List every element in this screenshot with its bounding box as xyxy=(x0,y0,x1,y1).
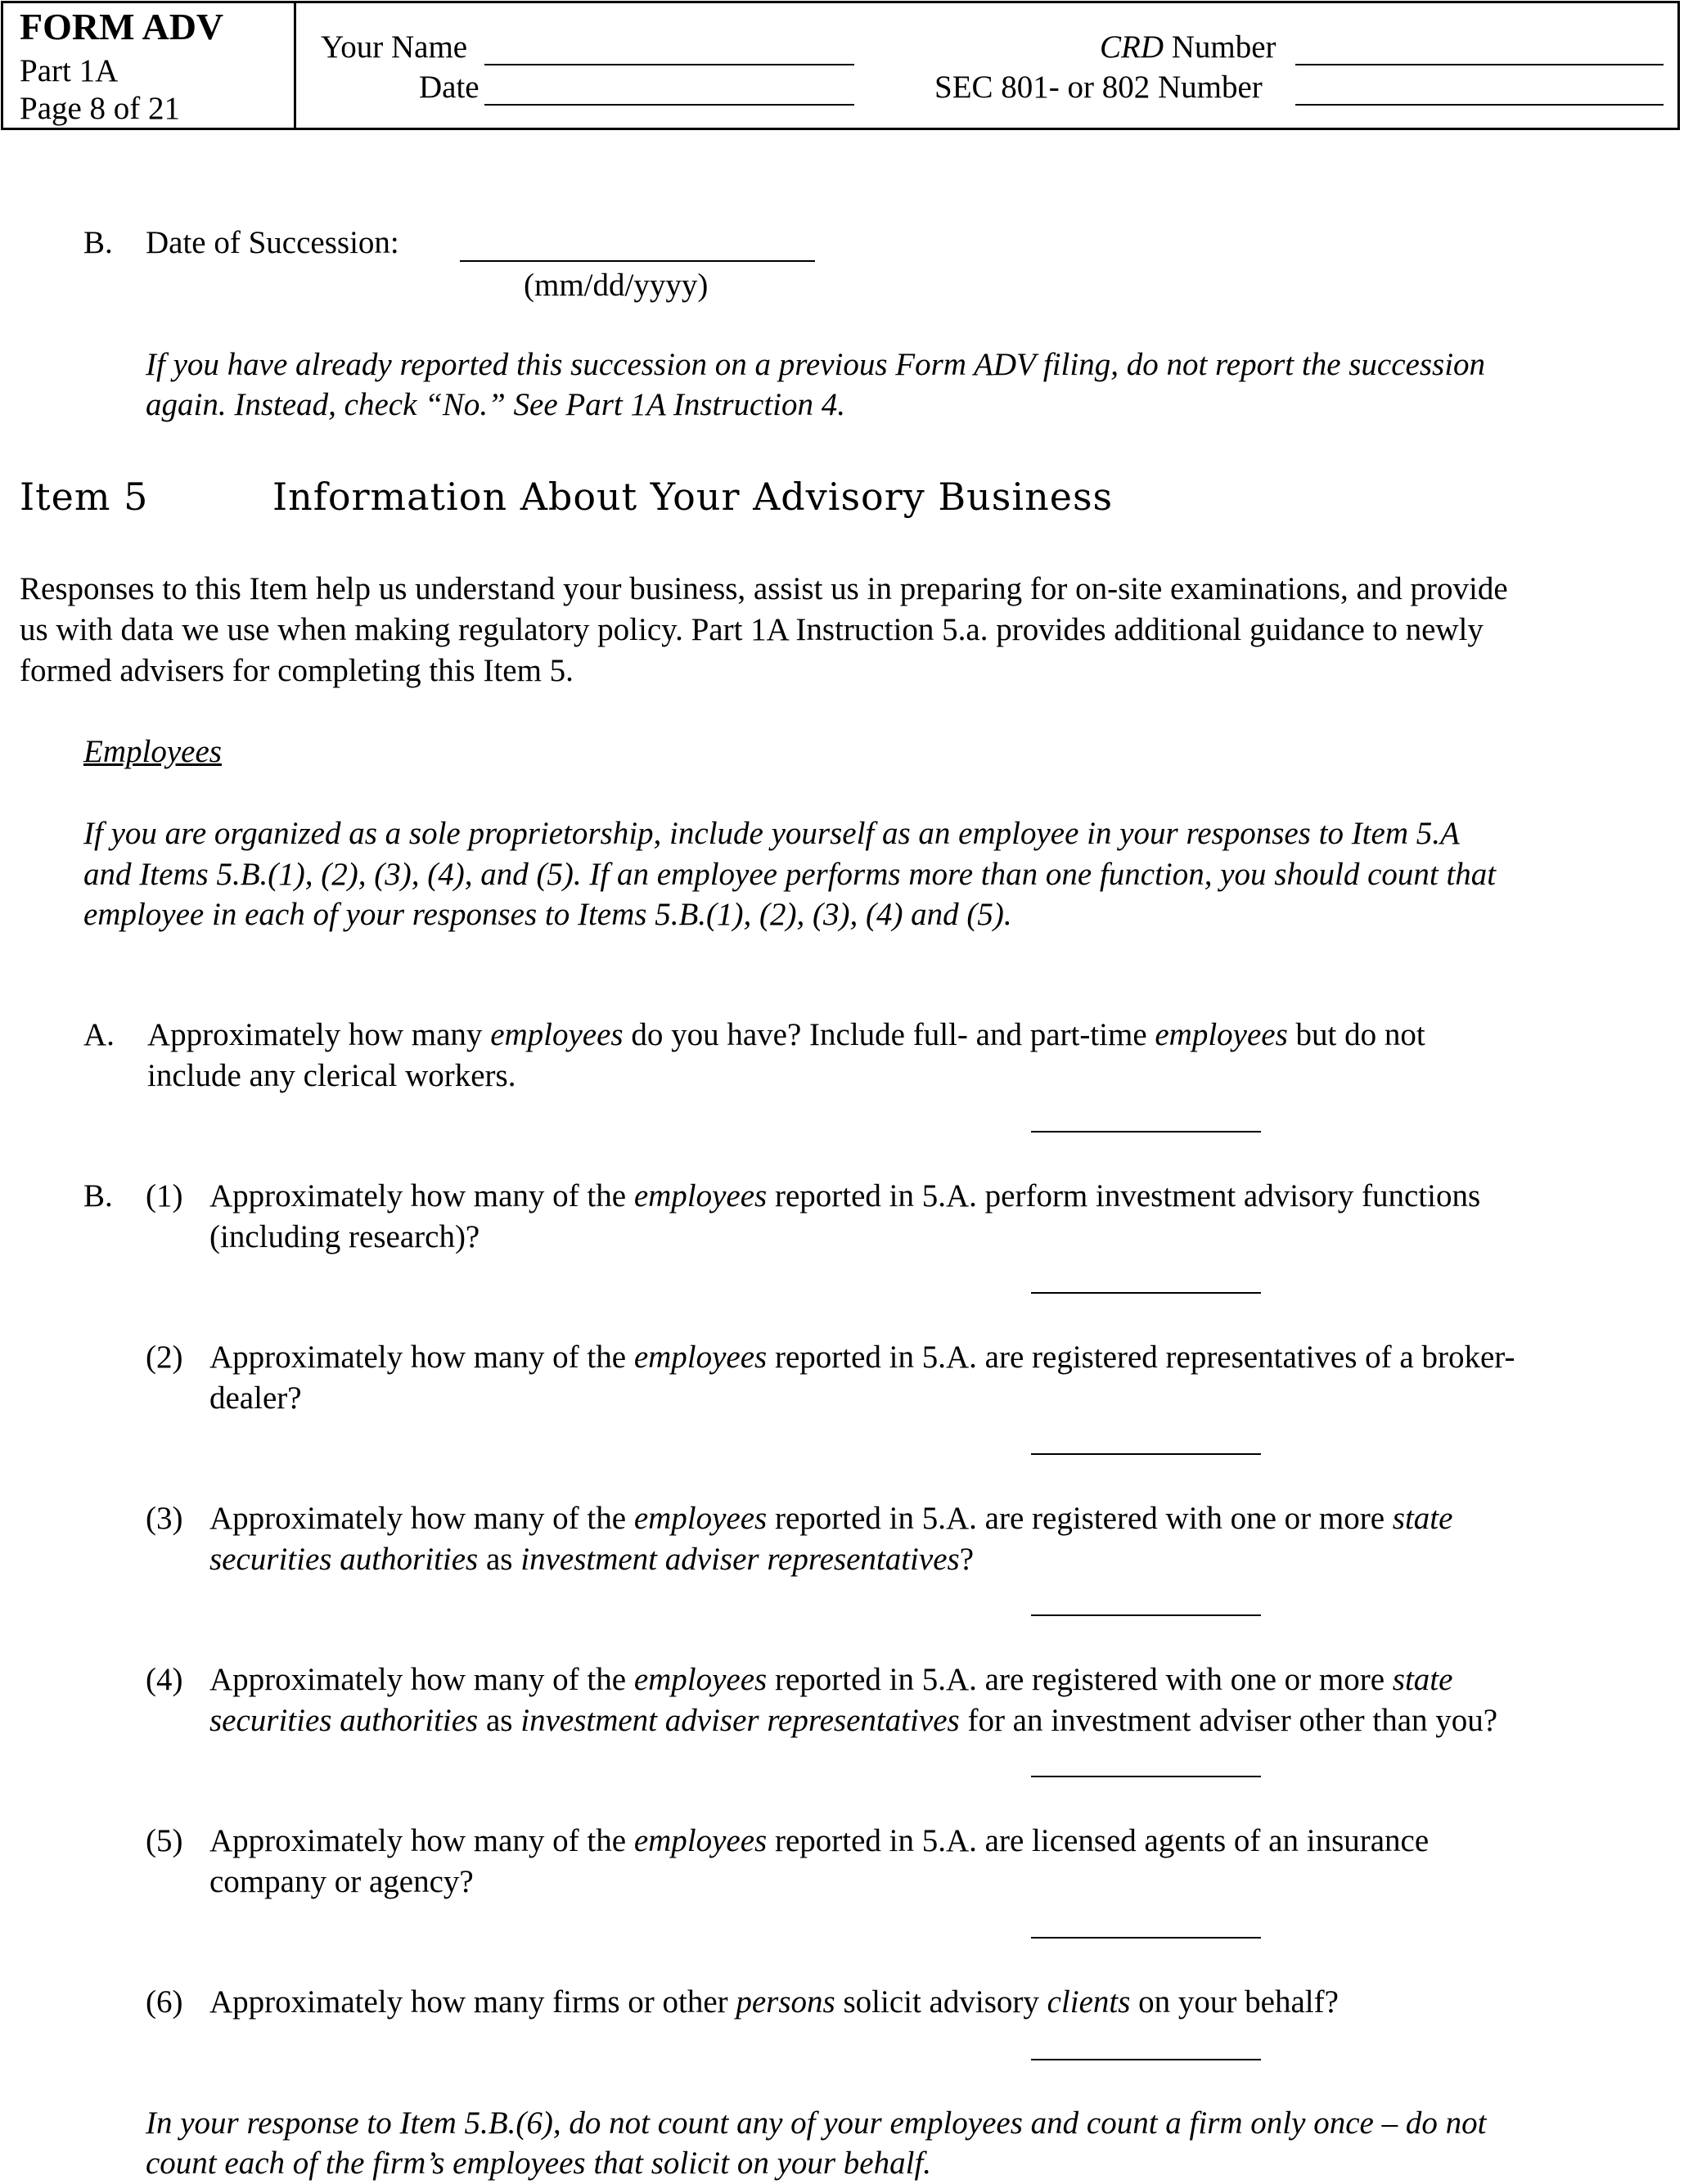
item5-intro-line: formed advisers for completing this Item 5. xyxy=(20,653,574,688)
crd-label xyxy=(1100,27,1277,68)
question-b6-line: Approximately how many firms or other persons solicit advisory clients on your behalf? xyxy=(209,1984,1339,2020)
question-b5-number: (5) xyxy=(146,1823,183,1858)
succession-format-hint: (mm/dd/yyyy) xyxy=(524,268,709,303)
employees-note-line: and Items 5.B.(1), (2), (3), (4), and (5). If an employee performs more than one function, you should count that xyxy=(83,857,1497,892)
question-b4-number: (4) xyxy=(146,1662,183,1697)
succession-letter: B. xyxy=(83,225,113,260)
final-note-line: In your response to Item 5.B.(6), do not count any of your employees and count a firm only once – do not xyxy=(146,2105,1487,2141)
question-b2-number: (2) xyxy=(146,1340,183,1375)
question-b6-number: (6) xyxy=(146,1984,183,2020)
question-b4-line: securities authorities as investment adviser representatives for an investment adviser other than you? xyxy=(209,1703,1498,1738)
question-b5-line: company or agency? xyxy=(209,1864,474,1899)
question-b4-line: Approximately how many of the employees reported in 5.A. are registered with one or more state xyxy=(209,1662,1453,1697)
succession-date-field[interactable] xyxy=(460,260,815,262)
question-a-line: include any clerical workers. xyxy=(147,1058,516,1093)
question-b1-line: (including research)? xyxy=(209,1219,480,1254)
question-b1-number: (1) xyxy=(146,1178,183,1214)
answer-5b6-field[interactable] xyxy=(1031,2059,1261,2060)
answer-5b2-field[interactable] xyxy=(1031,1453,1261,1455)
question-b-letter: B. xyxy=(83,1178,113,1214)
question-a-line: Approximately how many employees do you have? Include full- and part-time employees but do not xyxy=(147,1017,1425,1052)
final-note-line: count each of the firm’s employees that solicit on your behalf. xyxy=(146,2146,932,2181)
sec-number-label: SEC 801- or 802 Number xyxy=(934,70,1263,105)
your-name-field[interactable] xyxy=(484,64,854,65)
item5-intro-line: us with data we use when making regulatory policy. Part 1A Instruction 5.a. provides additional guidance to newly xyxy=(20,612,1484,647)
question-b3-line: Approximately how many of the employees reported in 5.A. are registered with one or more state xyxy=(209,1501,1453,1536)
question-b1-line: Approximately how many of the employees reported in 5.A. perform investment advisory functions xyxy=(209,1178,1481,1214)
date-label: Date xyxy=(419,70,480,105)
date-field[interactable] xyxy=(484,104,854,106)
question-a-letter: A. xyxy=(83,1017,115,1052)
employees-note-line: If you are organized as a sole proprietorship, include yourself as an employee in your responses to Item 5.A xyxy=(83,816,1460,851)
question-b2-line: Approximately how many of the employees reported in 5.A. are registered representatives of a broker- xyxy=(209,1340,1515,1375)
succession-label: Date of Succession: xyxy=(146,225,399,260)
succession-note-line: again. Instead, check “No.” See Part 1A Instruction 4. xyxy=(146,387,846,422)
item5-number: Item 5 xyxy=(20,475,149,519)
question-b2-line: dealer? xyxy=(209,1380,302,1416)
crd-label-italic: CRD xyxy=(1100,29,1164,65)
question-b3-line: securities authorities as investment adviser representatives? xyxy=(209,1542,975,1577)
form-part: Part 1A xyxy=(20,53,119,88)
item5-intro-line: Responses to this Item help us understand your business, assist us in preparing for on-site examinations, and provide xyxy=(20,571,1508,606)
employees-heading: Employees xyxy=(83,734,222,769)
answer-5b3-field[interactable] xyxy=(1031,1614,1261,1616)
your-name-label: Your Name xyxy=(321,29,468,65)
crd-number-field[interactable] xyxy=(1295,64,1664,65)
question-b3-number: (3) xyxy=(146,1501,183,1536)
item5-title: Information About Your Advisory Business xyxy=(272,475,1114,519)
form-header xyxy=(1,1,1680,130)
crd-label-rest: Number xyxy=(1164,29,1277,65)
answer-5b4-field[interactable] xyxy=(1031,1776,1261,1777)
question-b5-line: Approximately how many of the employees reported in 5.A. are licensed agents of an insurance xyxy=(209,1823,1430,1858)
form-title: FORM ADV xyxy=(20,6,224,47)
header-divider xyxy=(294,1,296,130)
answer-5b1-field[interactable] xyxy=(1031,1292,1261,1294)
form-page: Page 8 of 21 xyxy=(20,91,181,126)
answer-5b5-field[interactable] xyxy=(1031,1937,1261,1939)
sec-number-field[interactable] xyxy=(1295,104,1664,106)
answer-5a-field[interactable] xyxy=(1031,1131,1261,1133)
employees-note-line: employee in each of your responses to Items 5.B.(1), (2), (3), (4) and (5). xyxy=(83,897,1012,932)
succession-note-line: If you have already reported this succession on a previous Form ADV filing, do not report the succession xyxy=(146,347,1486,382)
